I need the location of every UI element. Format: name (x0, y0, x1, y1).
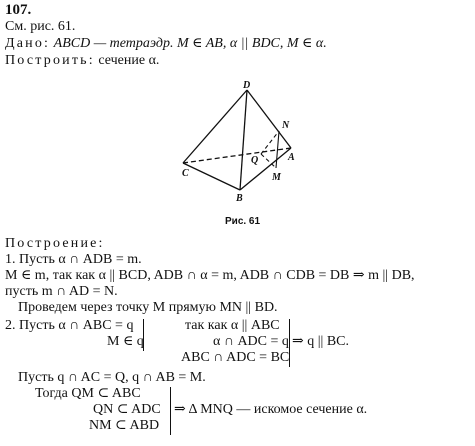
edge-DB (240, 90, 247, 190)
label-N: N (282, 120, 290, 131)
given-label: Дано: (5, 36, 51, 51)
label-C: C (182, 168, 189, 179)
step-2-divider-left (143, 319, 144, 351)
step-2-mid-2: α ∩ ADC = q (213, 334, 289, 349)
step-2-divider-right (289, 319, 290, 367)
step-2-left-2: M ∈ q (107, 334, 144, 349)
label-A: A (288, 152, 295, 163)
step-1-construct: Проведем через точку M прямую MN || BD. (18, 300, 278, 315)
figure-caption: Рис. 61 (225, 216, 261, 227)
segment-QN (261, 131, 279, 154)
step-2-points: Пусть q ∩ AC = Q, q ∩ AB = M. (18, 370, 206, 385)
problem-number: 107. (5, 2, 32, 18)
given-text: ABCD — тетраэдр. M ∈ AB, α || BDC, M ∈ α. (50, 36, 327, 51)
step-1-define-N: пусть m ∩ AD = N. (5, 284, 118, 299)
step-2-mid-3: ABC ∩ ADC = BC (181, 350, 290, 365)
step-2-result: ⇒ q || BC. (292, 334, 350, 349)
step-1-reason: M ∈ m, так как α || BCD, ADB ∩ α = m, ADB ∩ CDB = DB ⇒ m || DB, (5, 268, 415, 283)
step-3-divider (170, 387, 171, 435)
step-2-left-1: 2. Пусть α ∩ ABC = q (5, 318, 134, 333)
step-3-line-2: QN ⊂ ADC (93, 402, 161, 417)
figure-reference: См. рис. 61. (5, 19, 76, 34)
edge-DA (247, 90, 291, 148)
step-3-result: ⇒ Δ MNQ — искомое сечение α. (174, 402, 368, 417)
solution-heading: Построение: (5, 236, 105, 251)
edge-CB (183, 163, 240, 190)
construct-label: Построить: (5, 53, 95, 68)
edge-DC (183, 90, 247, 163)
label-D: D (243, 80, 251, 91)
construct-text: сечение α. (94, 53, 160, 68)
step-3-line-3: NM ⊂ ABD (89, 418, 160, 433)
label-Q: Q (251, 155, 259, 166)
step-3-line-1: Тогда QM ⊂ ABC (35, 386, 141, 401)
label-M: M (272, 172, 281, 183)
label-B: B (236, 193, 243, 204)
step-1: 1. Пусть α ∩ ADB = m. (5, 252, 142, 267)
step-2-mid-1: так как α || ABC (185, 318, 280, 333)
